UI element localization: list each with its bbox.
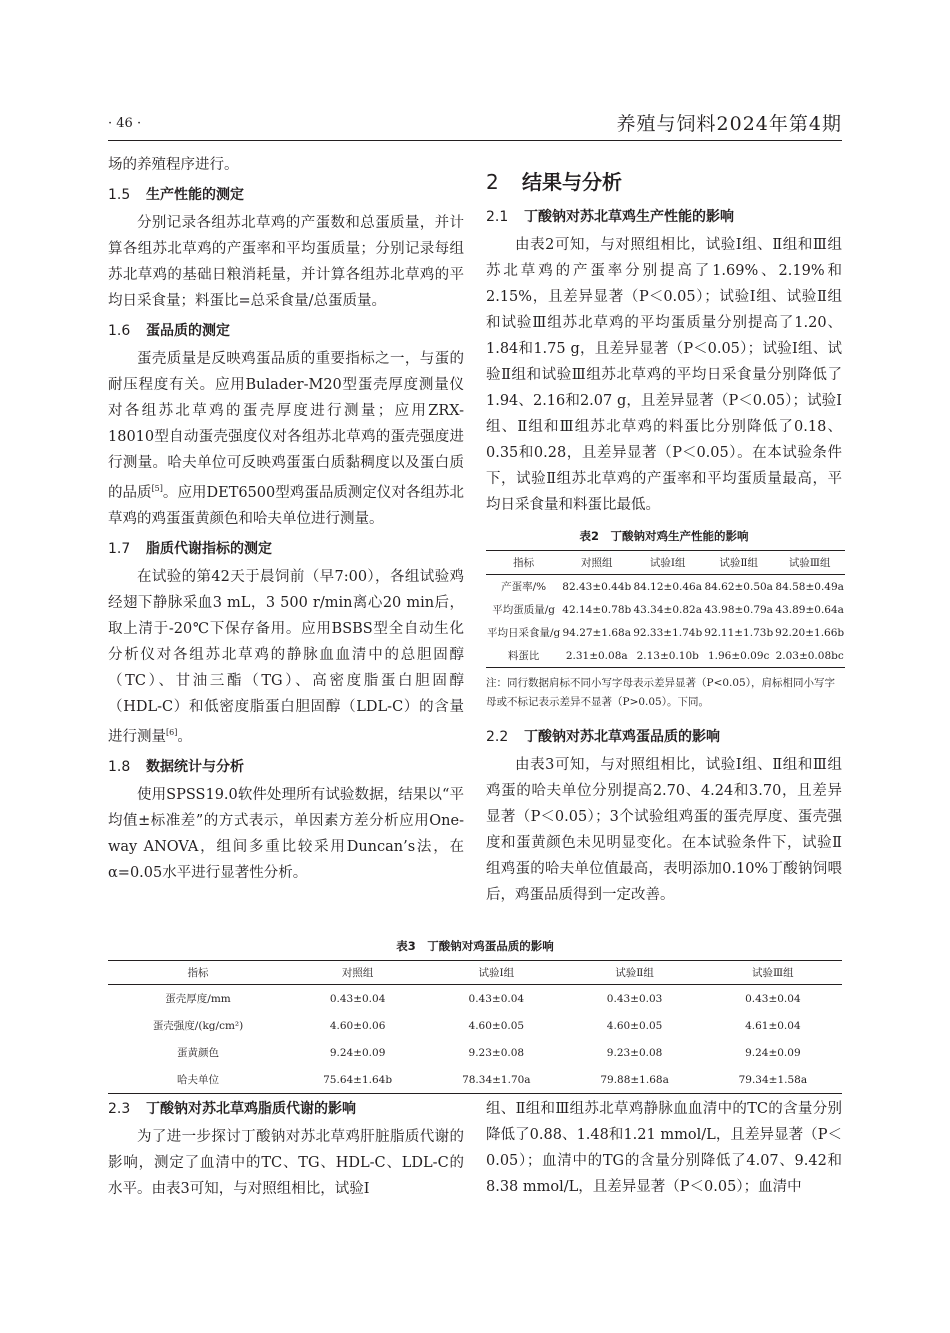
table3-block xyxy=(108,938,842,1094)
right-column xyxy=(486,166,845,908)
section-heading-1-5 xyxy=(108,182,464,208)
section-heading-1-6 xyxy=(108,318,464,344)
table-header-cell: 对照组 xyxy=(561,551,632,575)
text-run: 。应用DET6500型鸡蛋品质测定仪对各组苏北草鸡的鸡蛋蛋黄颜色和哈夫单位进行测量。 xyxy=(108,484,464,527)
table-header-cell: 指标 xyxy=(108,961,288,985)
table-cell: 2.31±0.08a xyxy=(561,644,632,668)
table-cell: 0.43±0.03 xyxy=(606,992,663,1005)
table-cell: 42.14±0.78b xyxy=(562,603,632,616)
paragraph: 场的养殖程序进行。 xyxy=(108,157,239,173)
table-cell: 84.58±0.49a xyxy=(775,580,844,593)
section-number: 1.7 xyxy=(108,540,131,557)
text-run: 蛋壳质量是反映鸡蛋品质的重要指标之一，与蛋的耐压程度有关。应用Bulader-M20型蛋壳厚度测量仪对各组苏北草鸡的蛋壳厚度进行测量；应用ZRX-18010型自动蛋壳强度仪对各组苏北草鸡的蛋壳强度进行测量。哈夫单位可反映鸡蛋蛋白质黏稠度以及蛋白质的品质 xyxy=(108,351,464,501)
table-cell: 84.62±0.50a xyxy=(704,580,773,593)
left-column xyxy=(108,152,464,886)
table-cell: 产蛋率/% xyxy=(501,581,547,593)
table-row xyxy=(108,1012,842,1039)
table-cell: 82.43±0.44b xyxy=(562,580,632,593)
table-row xyxy=(486,575,845,599)
table-cell: 蛋壳厚度/mm xyxy=(165,993,231,1005)
table-header-cell: 指标 xyxy=(486,551,561,575)
table-cell: 平均蛋质量/g xyxy=(492,604,556,616)
table-cell: 94.27±1.68a xyxy=(562,626,631,639)
table-cell: 9.23±0.08 xyxy=(606,1046,663,1059)
table-header-cell: 试验Ⅰ组 xyxy=(632,551,703,575)
section-heading-2-2 xyxy=(486,724,842,750)
citation-ref: [5] xyxy=(151,484,163,493)
table-row xyxy=(108,985,842,1013)
table3-caption: 表3 丁酸钠对鸡蛋品质的影响 xyxy=(396,939,554,953)
table-cell: 4.61±0.04 xyxy=(745,1019,801,1032)
table-cell: 43.89±0.64a xyxy=(775,603,844,616)
table-header-cell: 试验Ⅲ组 xyxy=(774,551,845,575)
paragraph xyxy=(108,564,464,750)
table-row xyxy=(486,644,845,668)
table-cell: 0.43±0.04 xyxy=(745,992,801,1005)
header-rule xyxy=(108,140,842,141)
section-number: 1.8 xyxy=(108,758,131,775)
section-heading-1-7 xyxy=(108,536,464,562)
table-cell: 4.60±0.05 xyxy=(606,1019,663,1032)
table-row xyxy=(486,598,845,621)
table-cell: 92.20±1.66b xyxy=(775,626,845,639)
text-run: 在试验的第42天于晨饲前（早7:00），各组试验鸡经翅下静脉采血3 mL，3 500 r/min离心20 min后，取上清于-20℃下保存备用。应用BSBS型全自动生化分析仪对各组苏北草鸡的静脉血血清中的总胆固醇（TC）、甘油三酯（TG）、高密度脂蛋白胆固醇（HDL-C）和低密度脂蛋白胆固醇（LDL-C）的含量进行测量 xyxy=(108,568,464,745)
page-number: · 46 · xyxy=(108,116,142,131)
table2-caption: 表2 丁酸钠对鸡生产性能的影响 xyxy=(579,529,749,543)
table-cell: 0.43±0.04 xyxy=(329,992,386,1005)
table-cell: 92.33±1.74b xyxy=(633,626,703,639)
section-heading-2-1 xyxy=(486,204,842,230)
section-heading-2-3 xyxy=(108,1096,464,1122)
table-row xyxy=(108,1039,842,1066)
table-cell: 78.34±1.70a xyxy=(427,1066,565,1094)
bottom-right-column xyxy=(486,1096,842,1200)
section-number: 1.5 xyxy=(108,187,131,203)
section-number: 1.6 xyxy=(108,323,131,339)
table-header-cell: 试验Ⅰ组 xyxy=(427,961,565,985)
section-title: 丁酸钠对苏北草鸡蛋品质的影响 xyxy=(524,729,720,745)
table-cell: 9.24±0.09 xyxy=(329,1046,386,1059)
bottom-left-column xyxy=(108,1096,464,1202)
table-cell: 平均日采食量/g xyxy=(487,627,561,639)
table-cell: 92.11±1.73b xyxy=(704,626,774,639)
chapter-number: 2 xyxy=(486,170,499,194)
table-cell: 79.34±1.58a xyxy=(704,1066,842,1094)
table-cell: 0.43±0.04 xyxy=(468,992,525,1005)
section-title: 丁酸钠对苏北草鸡脂质代谢的影响 xyxy=(146,1101,356,1117)
chapter-title: 结果与分析 xyxy=(522,170,622,194)
chapter-heading xyxy=(486,166,842,198)
paragraph: 由表2可知，与对照组相比，试验Ⅰ组、Ⅱ组和Ⅲ组苏北草鸡的产蛋率分别提高了1.69%、2.19%和2.15%，且差异显著（P＜0.05）；试验Ⅰ组、试验Ⅱ组和试验Ⅲ组苏北草鸡的平均蛋质量分别提高了1.20、1.84和1.75 g，且差异显著（P＜0.05）；试验Ⅰ组、试验Ⅱ组和试验Ⅲ组苏北草鸡的平均日采食量分别降低了1.94、2.16和2.07 g，且差异显著（P＜0.05）；试验Ⅰ组、Ⅱ组和Ⅲ组苏北草鸡的料蛋比分别降低了0.18、0.35和0.28，且差异显著（P＜0.05）。在本试验条件下，试验Ⅱ组苏北草鸡的产蛋率和平均蛋质量最高，平均日采食量和料蛋比最低。 xyxy=(486,237,842,513)
table-cell: 1.96±0.09c xyxy=(703,644,774,668)
section-number: 2.2 xyxy=(486,729,509,745)
table-cell: 2.03±0.08bc xyxy=(774,644,845,668)
paragraph xyxy=(108,346,464,532)
section-title: 丁酸钠对苏北草鸡生产性能的影响 xyxy=(524,209,734,225)
table-cell: 2.13±0.10b xyxy=(632,644,703,668)
paragraph: 为了进一步探讨丁酸钠对苏北草鸡肝脏脂质代谢的影响，测定了血清中的TC、TG、HDL-C、LDL-C的水平。由表3可知，与对照组相比，试验Ⅰ xyxy=(108,1129,464,1197)
table2 xyxy=(486,550,845,668)
section-title: 数据统计与分析 xyxy=(146,758,244,775)
table-header-cell: 试验Ⅱ组 xyxy=(565,961,703,985)
table-cell: 43.34±0.82a xyxy=(633,603,702,616)
table-cell: 4.60±0.05 xyxy=(468,1019,525,1032)
paragraph: 分别记录各组苏北草鸡的产蛋数和总蛋质量，并计算各组苏北草鸡的产蛋率和平均蛋质量；分别记录每组苏北草鸡的基础日粮消耗量，并计算各组苏北草鸡的平均日采食量；料蛋比=总采食量/总蛋质量。 xyxy=(108,215,464,309)
table-cell: 79.88±1.68a xyxy=(565,1066,703,1094)
table2-note: 注：同行数据肩标不同小写字母表示差异显著（P<0.05），肩标相同小写字母或不标记表示差异不显著（P>0.05）。下同。 xyxy=(486,677,835,708)
text-run: 。 xyxy=(177,728,192,745)
table-row xyxy=(108,1066,842,1094)
table-header-cell: 对照组 xyxy=(288,961,427,985)
table-header-cell: 试验Ⅲ组 xyxy=(704,961,842,985)
table-cell: 84.12±0.46a xyxy=(633,580,702,593)
journal-title: 养殖与饲料2024年第4期 xyxy=(616,113,842,135)
section-number: 2.3 xyxy=(108,1101,131,1117)
section-heading-1-8 xyxy=(108,754,464,780)
table-cell: 料蛋比 xyxy=(486,644,561,668)
table3 xyxy=(108,960,842,1094)
table-cell: 蛋壳强度/(kg/cm²) xyxy=(152,1020,244,1032)
table-cell: 哈夫单位 xyxy=(108,1066,288,1094)
table-cell: 9.24±0.09 xyxy=(745,1046,801,1059)
table-cell: 4.60±0.06 xyxy=(329,1019,386,1032)
paragraph: 使用SPSS19.0软件处理所有试验数据，结果以“平均值±标准差”的方式表示，单因素方差分析应用One-way ANOVA，组间多重比较采用Duncan’s法，在α=0.05水平进行显著性分析。 xyxy=(108,786,464,881)
paragraph: 组、Ⅱ组和Ⅲ组苏北草鸡静脉血血清中的TC的含量分别降低了0.88、1.48和1.21 mmol/L，且差异显著（P＜0.05）；血清中的TG的含量分别降低了4.07、9.42和8.38 mmol/L，且差异显著（P＜0.05）；血清中 xyxy=(486,1101,842,1195)
section-number: 2.1 xyxy=(486,209,509,225)
citation-ref: [6] xyxy=(166,727,178,737)
section-title: 生产性能的测定 xyxy=(146,187,244,203)
paragraph: 由表3可知，与对照组相比，试验Ⅰ组、Ⅱ组和Ⅲ组鸡蛋的哈夫单位分别提高2.70、4.24和3.70，且差异显著（P＜0.05）；3个试验组鸡蛋的蛋壳厚度、蛋壳强度和蛋黄颜色未见明显变化。在本试验条件下，试验Ⅱ组鸡蛋的哈夫单位值最高，表明添加0.10%丁酸钠饲喂后，鸡蛋品质得到一定改善。 xyxy=(486,757,842,903)
table-row xyxy=(486,621,845,644)
section-title: 蛋品质的测定 xyxy=(146,323,230,339)
table-cell: 75.64±1.64b xyxy=(288,1066,427,1094)
table-header-cell: 试验Ⅱ组 xyxy=(703,551,774,575)
table-cell: 蛋黄颜色 xyxy=(177,1047,220,1059)
table-cell: 43.98±0.79a xyxy=(704,603,773,616)
section-title: 脂质代谢指标的测定 xyxy=(146,540,272,557)
table-cell: 9.23±0.08 xyxy=(468,1046,525,1059)
